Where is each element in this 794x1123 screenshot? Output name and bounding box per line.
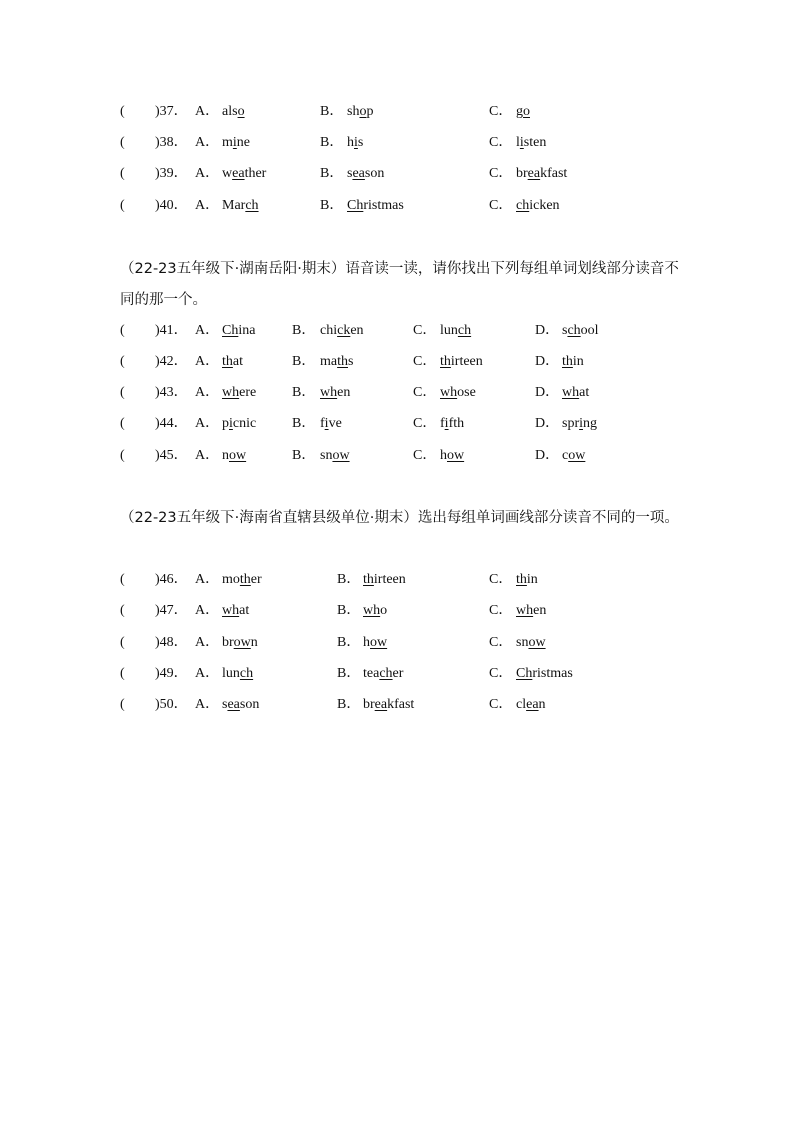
option-word: snow — [320, 448, 350, 463]
underlined-letters: o — [523, 104, 530, 119]
underlined-letters: ea — [374, 697, 388, 712]
question-row — [0, 102, 794, 122]
underlined-letters: ea — [526, 697, 539, 712]
underlined-letters: o — [237, 104, 245, 119]
underlined-letters: ch — [245, 198, 259, 213]
option-word: chicken — [516, 198, 560, 213]
option-word: snow — [516, 635, 546, 650]
option-word: maths — [320, 354, 354, 369]
option-letter: A． — [195, 635, 220, 650]
option-letter: B． — [337, 572, 361, 587]
option-letter: A． — [195, 166, 220, 181]
question-number: )42． — [155, 354, 188, 369]
answer-paren-open: ( — [120, 448, 125, 463]
option-word: weather — [222, 166, 267, 181]
option-word: thirteen — [363, 572, 406, 587]
option-word: what — [222, 603, 250, 618]
option-word: chicken — [320, 323, 364, 338]
answer-blank[interactable] — [131, 133, 153, 153]
option-letter: B． — [292, 448, 316, 463]
option-letter: C． — [489, 697, 513, 712]
option-letter: B． — [292, 323, 316, 338]
option-word: thin — [516, 572, 538, 587]
option-letter: A． — [195, 323, 220, 338]
option-word: his — [347, 135, 364, 150]
underlined-letters: ea — [527, 166, 541, 181]
option-letter: C． — [489, 635, 513, 650]
option-word: now — [222, 448, 247, 463]
underlined-letters: i — [444, 416, 449, 431]
answer-blank[interactable] — [131, 102, 153, 122]
option-word: where — [222, 385, 257, 400]
question-number: )38． — [155, 135, 188, 150]
option-word: when — [320, 385, 351, 400]
underlined-letters: th — [337, 354, 348, 369]
option-letter: C． — [489, 135, 513, 150]
answer-paren-open: ( — [120, 104, 125, 119]
underlined-letters: wh — [363, 603, 381, 618]
underlined-letters: th — [516, 572, 527, 587]
underlined-letters: th — [562, 354, 573, 369]
option-letter: C． — [489, 166, 513, 181]
answer-paren-open: ( — [120, 385, 125, 400]
option-word: what — [562, 385, 590, 400]
answer-blank[interactable] — [131, 695, 153, 715]
answer-blank[interactable] — [131, 446, 153, 466]
option-word: cow — [562, 448, 586, 463]
option-letter: C． — [489, 198, 513, 213]
option-letter: C． — [413, 448, 437, 463]
option-word: season — [222, 697, 260, 712]
option-letter: C． — [489, 104, 513, 119]
answer-paren-open: ( — [120, 572, 125, 587]
question-row — [0, 601, 794, 621]
underlined-letters: ch — [239, 666, 254, 681]
option-letter: C． — [413, 354, 437, 369]
question-row — [0, 446, 794, 466]
underlined-letters: ch — [379, 666, 393, 681]
answer-blank[interactable] — [131, 664, 153, 684]
answer-blank[interactable] — [131, 196, 153, 216]
option-word: picnic — [222, 416, 257, 431]
option-letter: C． — [489, 572, 513, 587]
question-row — [0, 633, 794, 653]
option-letter: A． — [195, 416, 220, 431]
question-number: )39． — [155, 166, 188, 181]
underlined-letters: ow — [447, 448, 465, 463]
option-word: China — [222, 323, 256, 338]
answer-paren-open: ( — [120, 666, 125, 681]
option-word: shop — [347, 104, 374, 119]
underlined-letters: ch — [567, 323, 581, 338]
option-letter: B． — [292, 385, 316, 400]
underlined-letters: wh — [222, 385, 240, 400]
option-word: go — [516, 104, 530, 119]
question-number: )41． — [155, 323, 188, 338]
answer-blank[interactable] — [131, 164, 153, 184]
answer-paren-open: ( — [120, 635, 125, 650]
option-letter: D． — [535, 385, 560, 400]
option-word: how — [440, 448, 465, 463]
answer-paren-open: ( — [120, 697, 125, 712]
answer-paren-open: ( — [120, 135, 125, 150]
option-letter: C． — [413, 385, 437, 400]
underlined-letters: ow — [568, 448, 586, 463]
option-letter: B． — [320, 104, 344, 119]
question-row — [0, 196, 794, 216]
option-word: also — [222, 104, 245, 119]
answer-paren-open: ( — [120, 603, 125, 618]
option-word: thin — [562, 354, 584, 369]
underlined-letters: ch — [457, 323, 472, 338]
answer-blank[interactable] — [131, 352, 153, 372]
question-number: )50． — [155, 697, 188, 712]
section-instructions: （22-23五年级下·湖南岳阳·期末）语音读一读，请你找出下列每组单词划线部分读音不同的那一个。 — [120, 261, 679, 308]
option-word: five — [320, 416, 342, 431]
option-word: season — [347, 166, 385, 181]
answer-paren-open: ( — [120, 198, 125, 213]
answer-paren-open: ( — [120, 166, 125, 181]
answer-blank[interactable] — [131, 633, 153, 653]
option-word: school — [562, 323, 599, 338]
underlined-letters: ea — [352, 166, 365, 181]
answer-paren-open: ( — [120, 323, 125, 338]
option-word: spring — [562, 416, 598, 431]
option-letter: C． — [413, 416, 437, 431]
option-word: mine — [222, 135, 250, 150]
underlined-letters: ea — [227, 697, 240, 712]
option-letter: B． — [320, 198, 344, 213]
question-number: )43． — [155, 385, 188, 400]
underlined-letters: i — [232, 135, 237, 150]
question-row — [0, 164, 794, 184]
underlined-letters: i — [354, 135, 358, 150]
option-word: Christmas — [516, 666, 573, 681]
option-word: teacher — [363, 666, 404, 681]
question-row — [0, 414, 794, 434]
option-letter: C． — [413, 323, 437, 338]
option-word: lunch — [222, 666, 254, 681]
option-letter: C． — [489, 666, 513, 681]
option-word: lunch — [440, 323, 472, 338]
option-letter: A． — [195, 354, 220, 369]
underlined-letters: o — [359, 104, 367, 119]
option-letter: D． — [535, 448, 560, 463]
answer-blank[interactable] — [131, 383, 153, 403]
question-row — [0, 352, 794, 372]
option-letter: A． — [195, 135, 220, 150]
underlined-letters: i — [519, 135, 524, 150]
answer-blank[interactable] — [131, 570, 153, 590]
option-letter: B． — [292, 416, 316, 431]
option-letter: A． — [195, 572, 220, 587]
option-letter: A． — [195, 385, 220, 400]
underlined-letters: ow — [370, 635, 388, 650]
underlined-letters: ea — [232, 166, 245, 181]
underlined-letters: ch — [516, 198, 530, 213]
option-letter: B． — [320, 166, 344, 181]
question-number: )40． — [155, 198, 188, 213]
option-letter: B． — [337, 635, 361, 650]
question-number: )46． — [155, 572, 188, 587]
underlined-letters: ow — [332, 448, 350, 463]
underlined-letters: Ch — [222, 323, 239, 338]
question-row — [0, 133, 794, 153]
underlined-letters: Ch — [347, 198, 364, 213]
option-word: March — [222, 198, 259, 213]
underlined-letters: i — [579, 416, 584, 431]
option-letter: B． — [337, 603, 361, 618]
option-word: mother — [222, 572, 262, 587]
option-letter: B． — [337, 697, 361, 712]
underlined-letters: ow — [233, 635, 251, 650]
question-row — [0, 664, 794, 684]
section-instructions: （22-23五年级下·海南省直辖县级单位·期末）选出每组单词画线部分读音不同的一项。 — [120, 510, 679, 526]
option-letter: A． — [195, 198, 220, 213]
underlined-letters: i — [324, 416, 329, 431]
option-letter: A． — [195, 448, 220, 463]
underlined-letters: wh — [222, 603, 240, 618]
question-row — [0, 383, 794, 403]
option-letter: A． — [195, 666, 220, 681]
answer-blank[interactable] — [131, 601, 153, 621]
option-word: fifth — [440, 416, 465, 431]
underlined-letters: wh — [440, 385, 458, 400]
question-number: )44． — [155, 416, 188, 431]
option-word: Christmas — [347, 198, 404, 213]
option-word: who — [363, 603, 388, 618]
option-letter: D． — [535, 323, 560, 338]
option-letter: A． — [195, 603, 220, 618]
underlined-letters: th — [440, 354, 451, 369]
underlined-letters: wh — [562, 385, 580, 400]
question-row — [0, 695, 794, 715]
underlined-letters: th — [363, 572, 374, 587]
underlined-letters: i — [229, 416, 233, 431]
underlined-letters: wh — [320, 385, 338, 400]
option-word: that — [222, 354, 243, 369]
answer-paren-open: ( — [120, 354, 125, 369]
option-word: how — [363, 635, 388, 650]
question-row — [0, 321, 794, 341]
question-number: )47． — [155, 603, 188, 618]
option-letter: B． — [337, 666, 361, 681]
option-letter: B． — [320, 135, 344, 150]
underlined-letters: ow — [528, 635, 546, 650]
question-number: )45． — [155, 448, 188, 463]
underlined-letters: Ch — [516, 666, 533, 681]
option-letter: A． — [195, 697, 220, 712]
option-letter: A． — [195, 104, 220, 119]
answer-blank[interactable] — [131, 321, 153, 341]
underlined-letters: ow — [229, 448, 247, 463]
option-word: breakfast — [363, 697, 415, 712]
answer-blank[interactable] — [131, 414, 153, 434]
underlined-letters: th — [239, 572, 251, 587]
option-word: brown — [222, 635, 258, 650]
option-letter: B． — [292, 354, 316, 369]
option-letter: C． — [489, 603, 513, 618]
option-word: clean — [516, 697, 546, 712]
underlined-letters: wh — [516, 603, 534, 618]
answer-paren-open: ( — [120, 416, 125, 431]
question-number: )49． — [155, 666, 188, 681]
underlined-letters: ck — [337, 323, 351, 338]
option-word: listen — [516, 135, 547, 150]
option-word: whose — [440, 385, 476, 400]
question-number: )48． — [155, 635, 188, 650]
underlined-letters: th — [222, 354, 233, 369]
option-letter: D． — [535, 354, 560, 369]
option-word: breakfast — [516, 166, 568, 181]
option-letter: D． — [535, 416, 560, 431]
option-word: thirteen — [440, 354, 483, 369]
question-number: )37． — [155, 104, 188, 119]
question-row — [0, 570, 794, 590]
option-word: when — [516, 603, 547, 618]
